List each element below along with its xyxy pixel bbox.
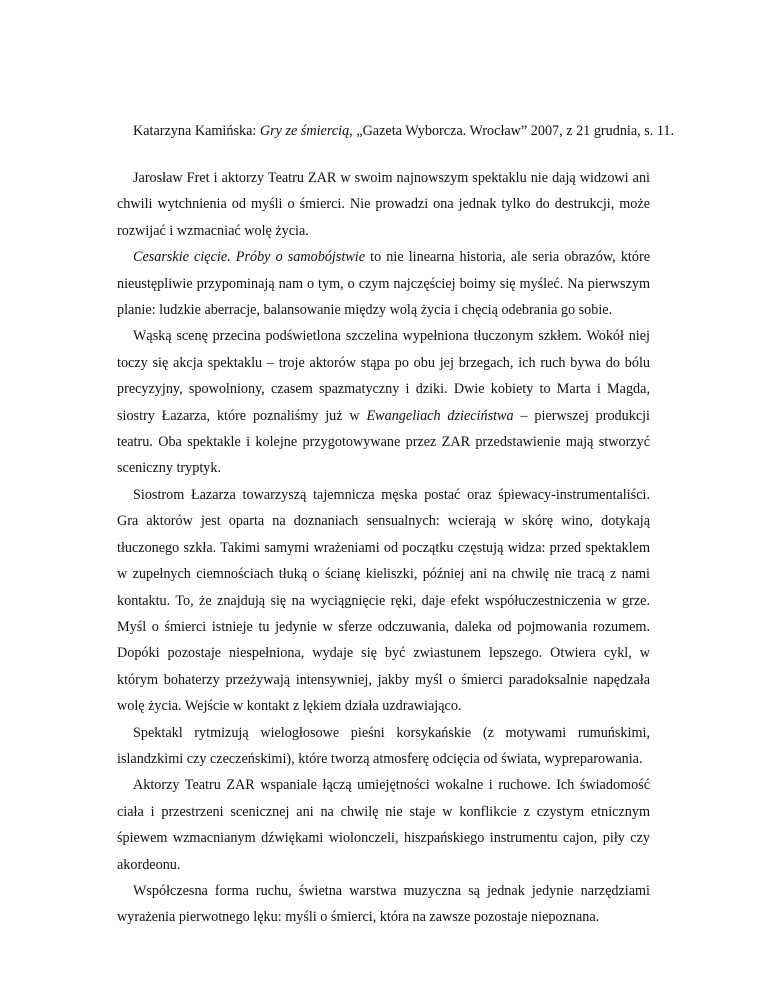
paragraph-7: Współczesna forma ruchu, świetna warstwa muzyczna są jednak jedynie narzędziami wyrażenia pierwotnego lęku: myśli o śmierci, która na zawsze pozostaje niepoznana. xyxy=(117,882,650,926)
paragraph-2-text: to nie linearna historia, ale seria obrazów, które nieustępliwie przypominają nam o tym, o czym najczęściej boimy się myśleć. Na pierwszym planie: ludzkie aberracje, balansowanie między wolą życia i chęcią odebrania go sobie. xyxy=(117,249,650,319)
paragraph-3 xyxy=(117,323,650,481)
paragraph-4: Siostrom Łazarza towarzyszą tajemnicza męska postać oraz śpiewacy-instrumentaliści. Gra aktorów jest oparta na doznaniach sensualnych: wcierają w skórę wino, dotykają tłuczonego szkła. Takimi samymi wrażeniami od początku częstują widza: przed spektaklem w zupełnych ciemnościach tłuką o ścianę kieliszki, później ani na chwilę nie tracą z nami kontaktu. To, że znajdują się na wyciągnięcie ręki, daje efekt współuczestniczenia w grze. Myśl o śmierci istnieje tu jedynie w sferze odczuwania, daleka od pojmowania rozumem. Dopóki pozostaje niespełniona, wydaje się być zwiastunem lepszego. Otwiera cykl, w którym bohaterzy przeżywają intensywniej, jakby myśl o śmierci paradoksalnie napędzała wolę życia. Wejście w kontakt z lękiem działa uzdrawiająco. xyxy=(117,486,650,715)
paragraph-2-title: Cesarskie cięcie. Próby o samobójstwie xyxy=(133,249,366,266)
paragraph-3-title: Ewangeliach dzieciństwa xyxy=(366,407,514,424)
citation-source: , „Gazeta Wyborcza. Wrocław” 2007, z 21 grudnia, s. 11. xyxy=(349,123,675,139)
paragraph-5: Spektakl rytmizują wielogłosowe pieśni korsykańskie (z motywami rumuńskimi, islandzkimi czy czeczeńskimi), które tworzą atmosferę odcięcia od świata, wypreparowania. xyxy=(117,724,650,767)
paragraph-1: Jarosław Fret i aktorzy Teatru ZAR w swoim najnowszym spektaklu nie dają widzowi ani chwili wytchnienia od myśli o śmierci. Nie prowadzi ona jednak tylko do destrukcji, może rozwijać i wzmacniać wolę życia. xyxy=(117,170,650,239)
citation-title: Gry ze śmiercią xyxy=(259,123,350,139)
document-page xyxy=(117,118,675,931)
paragraph-6: Aktorzy Teatru ZAR wspaniale łączą umiejętności wokalne i ruchowe. Ich świadomość ciała i przestrzeni scenicznej ani na chwilę nie staje w konflikcie z czystym etnicznym śpiewem wzmacnianym dźwiękami wiolonczeli, hiszpańskiego instrumentu cajon, piły czy akordeonu. xyxy=(117,777,650,873)
paragraph-2 xyxy=(117,244,650,323)
paragraph-3-text-a: Wąską scenę przecina podświetlona szczelina wypełniona tłuczonym szkłem. Wokół niej toczy się akcja spektaklu – troje aktorów stąpa po obu jej brzegach, ich ruch bywa do bólu precyzyjny, spowolniony, czasem spazmatyczny i dziki. Dwie kobiety to Marta i Magda, siostry Łazarza, które poznaliśmy już w xyxy=(117,328,650,424)
paragraph-3-text-b: – pierwszej produkcji teatru. Oba spektakle i kolejne przygotowywane przez ZAR przedstawienie mają stworzyć sceniczny tryptyk. xyxy=(117,407,650,477)
citation xyxy=(117,118,675,144)
citation-author: Katarzyna Kamińska: xyxy=(133,123,260,139)
